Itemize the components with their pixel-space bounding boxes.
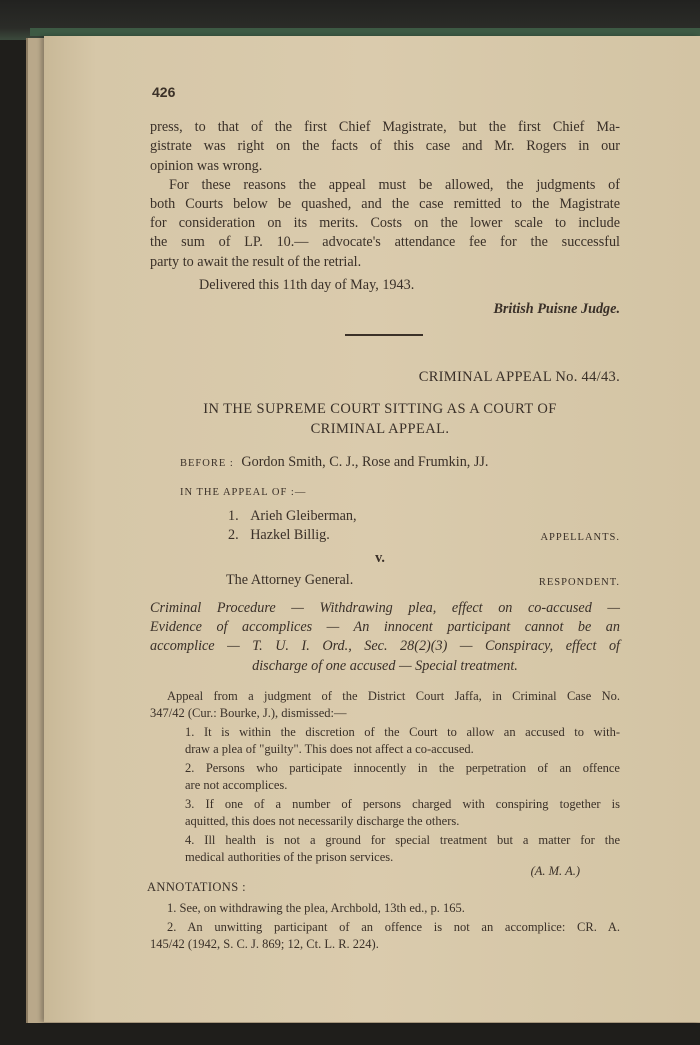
cover-edge: [30, 28, 700, 36]
headnote-line-4: discharge of one accused — Special treatment.: [252, 658, 518, 674]
appellant-2-number: 2.: [228, 527, 239, 543]
court-title-line-1: IN THE SUPREME COURT SITTING AS A COURT OF: [203, 401, 557, 417]
paragraph-line-3: for consideration on its merits. Costs on the lower scale to include: [150, 215, 620, 231]
annotation-2-line-1: 2. An unwitting participant of an offence is not an accomplice: CR. A.: [167, 920, 620, 934]
annotation-2-line-2: 145/42 (1942, S. C. J. 869; 12, Ct. L. R. 224).: [150, 937, 379, 951]
appellants-label: APPELLANTS.: [540, 532, 620, 543]
judge-signature: British Puisne Judge.: [493, 301, 620, 317]
paragraph-line-1: For these reasons the appeal must be allowed, the judgments of: [169, 177, 620, 193]
respondent-label: RESPONDENT.: [538, 577, 620, 588]
holding-1-line-2: draw a plea of "guilty". This does not affect a co-accused.: [185, 742, 474, 756]
opening-line-2: gistrate was right on the facts of this case and Mr. Rogers in our: [150, 138, 620, 154]
holding-4-line-1: 4. Ill health is not a ground for special treatment but a matter for the: [185, 833, 620, 847]
opening-line-3: opinion was wrong.: [150, 158, 263, 174]
holding-1-line-1: 1. It is within the discretion of the Court to allow an accused to with-: [185, 725, 620, 739]
holding-4-line-2: medical authorities of the prison services.: [185, 850, 394, 864]
appeal-from-line-1: Appeal from a judgment of the District Court Jaffa, in Criminal Case No.: [167, 689, 620, 703]
book-page: [44, 36, 700, 1022]
appellant-1-number: 1.: [228, 508, 239, 524]
headnote-line-1: Criminal Procedure — Withdrawing plea, effect on co-accused —: [150, 600, 620, 616]
page-number: 426: [152, 84, 176, 100]
reporter-initials: (A. M. A.): [530, 864, 580, 878]
paragraph-line-5: party to await the result of the retrial.: [150, 254, 362, 270]
annotations-heading: ANNOTATIONS :: [147, 880, 246, 894]
appeal-from-line-2: 347/42 (Cur.: Bourke, J.), dismissed:—: [150, 706, 347, 720]
holding-3-line-2: aquitted, this does not necessarily discharge the others.: [185, 814, 460, 828]
holding-2-line-2: are not accomplices.: [185, 778, 288, 792]
opening-line-1: press, to that of the first Chief Magistrate, but the first Chief Ma-: [150, 119, 620, 135]
holding-2-line-1: 2. Persons who participate innocently in the perpetration of an offence: [185, 761, 620, 775]
before-label: BEFORE :: [180, 458, 234, 469]
paragraph-line-4: the sum of LP. 10.— advocate's attendance fee for the successful: [150, 234, 620, 250]
headnote-line-3: accomplice — T. U. I. Ord., Sec. 28(2)(3) — Conspiracy, effect of: [150, 638, 620, 654]
in-the-appeal-of: IN THE APPEAL OF :—: [180, 487, 307, 498]
annotation-1: 1. See, on withdrawing the plea, Archbold, 13th ed., p. 165.: [167, 901, 465, 915]
court-title-line-2: CRIMINAL APPEAL.: [310, 421, 450, 437]
page-content: [44, 36, 700, 1022]
case-header: CRIMINAL APPEAL No. 44/43.: [418, 369, 620, 385]
holding-3-line-1: 3. If one of a number of persons charged with conspiring together is: [185, 797, 620, 811]
versus: v.: [375, 550, 385, 566]
respondent-name: The Attorney General.: [226, 572, 354, 588]
headnote-line-2: Evidence of accomplices — An innocent participant cannot be an: [150, 619, 620, 635]
before-row: [180, 453, 650, 474]
paragraph-line-2: both Courts below be quashed, and the case remitted to the Magistrate: [150, 196, 620, 212]
appellant-1: [228, 507, 698, 527]
appellant-1-name: Arieh Gleiberman,: [250, 508, 357, 524]
appellant-2-name: Hazkel Billig.: [250, 527, 330, 543]
section-rule: [345, 334, 423, 336]
before-judges: Gordon Smith, C. J., Rose and Frumkin, JJ.: [241, 454, 489, 470]
delivered-line: Delivered this 11th day of May, 1943.: [199, 277, 415, 293]
